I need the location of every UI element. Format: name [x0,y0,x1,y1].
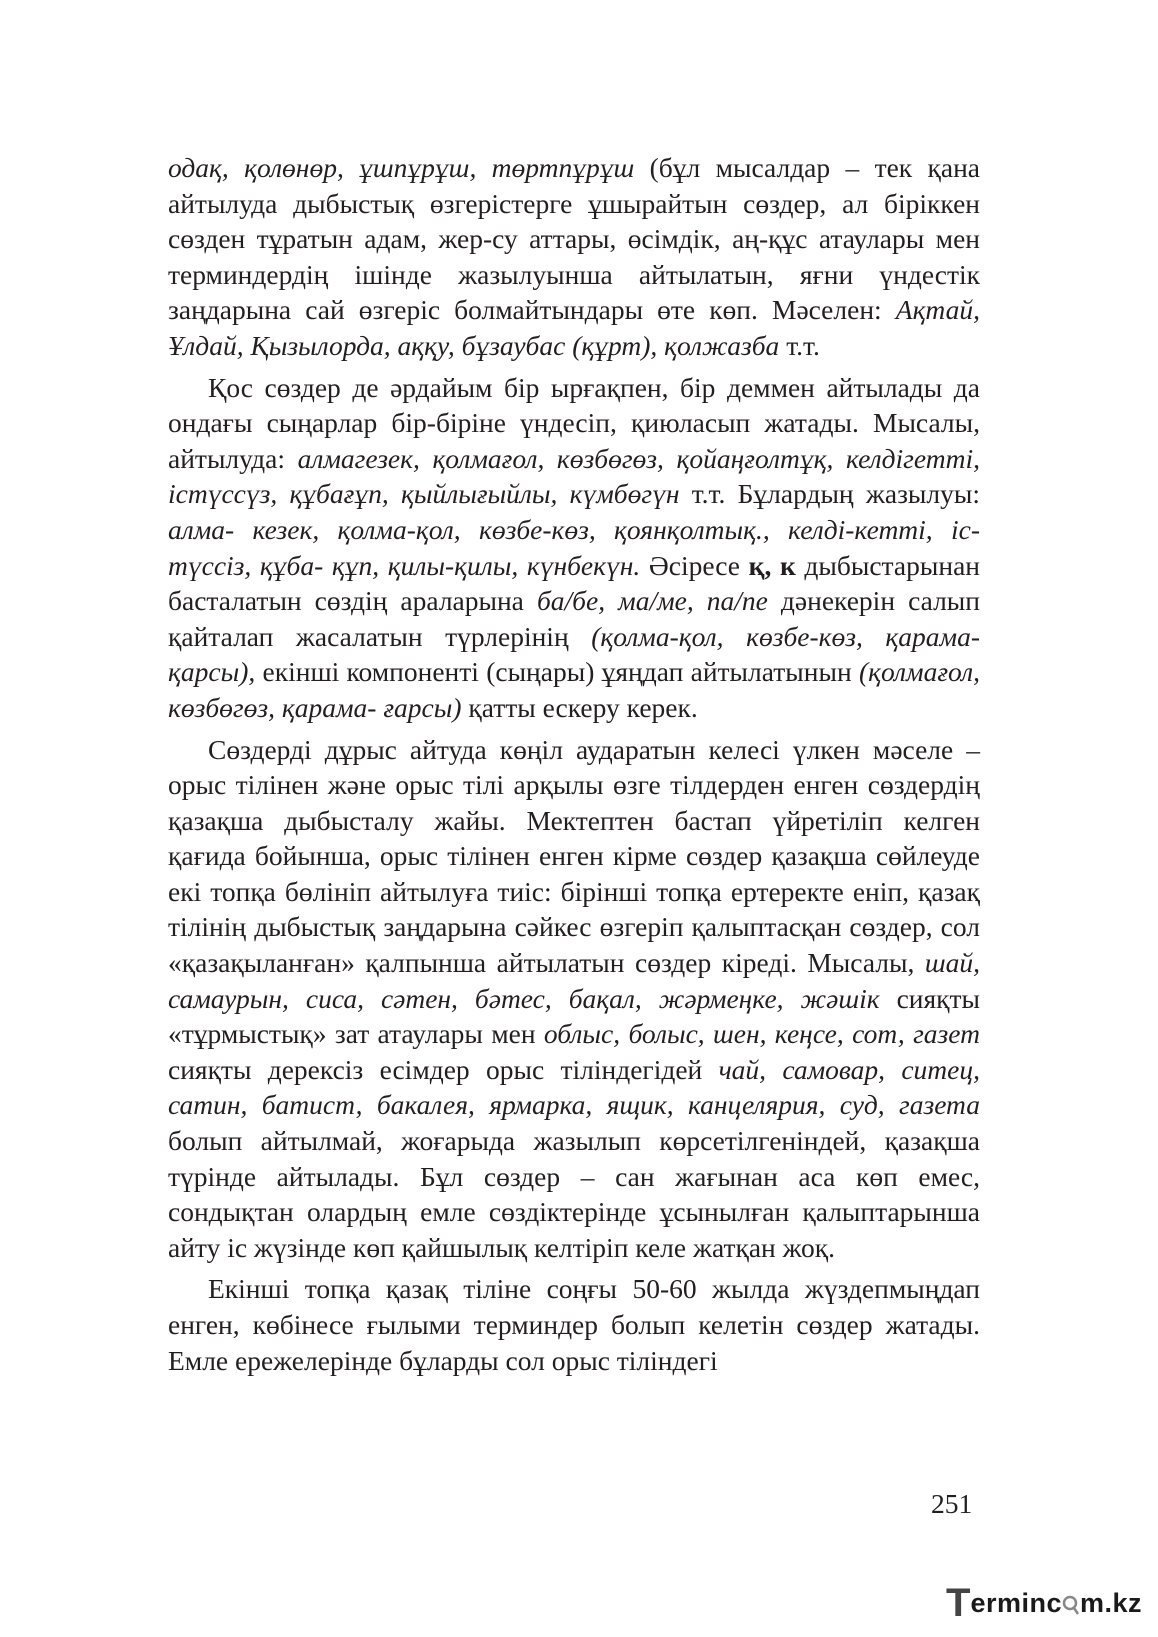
text-run: т.т. [779,329,820,361]
text-run: дәнекерін салып қайталап жасалатын түрлерінің [168,585,980,652]
watermark-letter: T [946,1581,971,1625]
text-run: Қос сөздер де әрдайым бір ырғақпен, бір деммен айтылады да ондағы сыңарлар бір-біріне үндесіп, қиюласып жатады. Мысалы, айтылуда: [168,371,980,474]
paragraph [168,150,980,364]
italic-run: алма- кезек, қолма-қол, көзбе-көз, қоянқолтық., келді-кетті, іс-түссіз, құба- құп, қилы-қилы, күнбекүн. [168,513,980,581]
text-run: екінші компоненті (сыңары) ұяңдап айтылатынын [255,656,859,688]
text-run: болып айтылмай, жоғарыда жазылып көрсетілгеніндей, қазақша түрінде айтылады. Бұл сөздер – сан жағынан аса көп емес, сондықтан олардың емле сөздіктерінде ұсынылған қалыптарынша айту іс жүзінде көп қайшылық келтіріп келе жатқан жоқ. [168,1125,980,1263]
text-run: Сөздерді дұрыс айтуда көңіл аударатын келесі үлкен мәселе – орыс тілінен және орыс тілі арқылы өзге тілдерден енген сөздердің қазақша дыбысталу жайы. Мектептен бастап үйретіліп келген қағида бойынша, орыс тілінен енген кірме сөздер қазақша сөйлеуде екі топқа бөлініп айтылуға тиіс: бірінші топқа ертеректе еніп, қазақ тілінің дыбыстық заңдарына сәйкес өзгеріп қалыптасқан сөздер, сол «қазақыланған» қалпынша айтылатын сөздер кіреді. Мысалы, [168,733,980,979]
italic-run: шай, самаурын, сиса, сәтен, бәтес, бақал, жәрмеңке, жәшік [168,947,980,1014]
watermark-text-start: erminc [970,1588,1062,1618]
text-run: қатты ескеру керек. [461,691,698,723]
italic-run: алмагезек, қолмағол, көзбөгөз, қойаңғолтұқ, келдігетті, істүссүз, құбағұп, қыйлығыйлы, күмбөгүн [168,442,980,510]
page-number: 251 [931,1488,973,1519]
italic-run: ба/бе, ма/ме, па/пе [536,585,768,617]
text-run: сияқты дерексіз есімдер орыс тіліндегідей [168,1053,719,1085]
text-run: Екінші топқа қазақ тіліне соңғы 50-60 жылда жүздепмыңдап енген, көбінесе ғылыми терминдер болып келетін сөздер жатады. Емле ережелерінде бұларды сол орыс тіліндегі [168,1273,980,1376]
italic-run: чай, самовар, ситец, сатин, батист, бакалея, ярмарка, ящик, канцелярия, суд, газета [168,1053,980,1121]
text-run: сияқты «тұрмыстық» зат атаулары мен [168,982,980,1050]
magnifier-icon [1062,1593,1080,1617]
text-run: Әсіресе [640,549,749,581]
paragraph [168,370,980,726]
italic-run: (қолма-қол, көзбе-көз, қарама-қарсы), [168,620,980,688]
watermark-text-end: m.kz [1079,1588,1143,1618]
text-run: т.т. Бұлардың жазылуы: [679,478,980,510]
text-run: (бұл мысалдар – тек қана айтылуда дыбыстық өзгерістерге ұшырайтын сөздер, ал біріккен сөзден тұратын адам, жер-су аттары, өсімдік, аң-құс атаулары мен терминдердің ішінде жазылуынша айтылатын, яғни үндестік заңдарына сай өзгеріс болмайтындары өте көп. Мәселен: [168,152,981,326]
body-text [168,150,980,1378]
italic-run: облыс, болыс, шен, кеңсе, сот, газет [543,1018,980,1050]
text-run: дыбыстарынан басталатын сөздің араларына [168,549,980,617]
italic-run: Ақтай, Ұлдай, Қызылорда, аққу, бұзаубас (құрт), қолжазба [168,294,980,361]
watermark-logo [946,1583,1142,1623]
bold-run: қ, к [748,549,796,581]
italic-run: одақ, қолөнөр, ұшпұрұш, төртпұрұш [168,152,635,183]
paragraph [168,1271,980,1378]
paragraph [168,732,980,1266]
italic-run: (қолмағол, көзбөгөз, қарама- ғарсы) [168,656,980,723]
